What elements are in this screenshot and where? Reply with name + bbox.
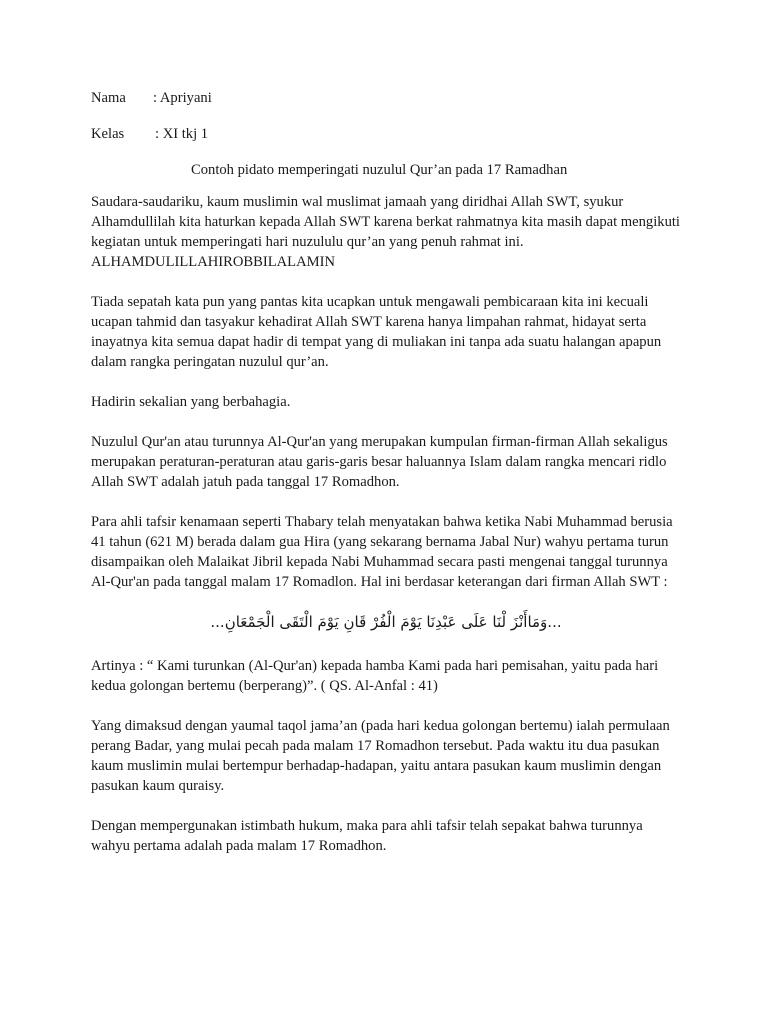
paragraph-badar: Yang dimaksud dengan yaumal taqol jama’an (pada hari kedua golongan bertemu) ialah permulaan perang Badar, yang mulai pecah pada malam 17 Romadhon tersebut. Pada waktu itu dua pasukan kaum muslimin mulai bertempur berhadap-hadapan, yaitu antara pasukan kaum muslimin dengan pasukan kaum quraisy. [91,718,670,794]
paragraph-tafsir: Para ahli tafsir kenamaan seperti Thabary telah menyatakan bahwa ketika Nabi Muhammad berusia 41 tahun (621 M) berada dalam gua Hira (yang sekarang bernama Jabal Nur) wahyu pertama turun disampaikan oleh Malaikat Jibril kepada Nabi Muhammad secara pasti mengenai tanggal turunnya Al-Qur'an pada tanggal malam 17 Romadlon. Hal ini berdasar keterangan dari firman Allah SWT : [91,514,673,590]
paragraph-greeting: Hadirin sekalian yang berbahagia. [91,394,291,410]
kelas-line [91,124,208,144]
paragraph-opening [91,192,681,272]
document-title: Contoh pidato memperingati nuzulul Qur’an pada 17 Ramadhan [191,162,568,178]
paragraph-conclusion: Dengan mempergunakan istimbath hukum, maka para ahli tafsir telah sepakat bahwa turunnya wahyu pertama adalah pada malam 17 Romadhon. [91,818,643,854]
nama-value: : Apriyani [153,90,212,106]
arabic-verse: ...وَمَاأَنْزَ لْنَا عَلَى عَبْدِنَا يَوْمَ الْفُرْ قَانِ يَوْمَ الْتَقَى الْجَمْعَانِ... [210,613,562,631]
paragraph-translation: Artinya : “ Kami turunkan (Al-Qur'an) kepada hamba Kami pada hari pemisahan, yaitu pada hari kedua golongan bertemu (berperang)”. ( QS. Al-Anfal : 41) [91,658,659,694]
nama-line [91,88,212,108]
speech-text [91,192,681,876]
kelas-label: Kelas [91,126,125,142]
paragraph-gratitude: Tiada sepatah kata pun yang pantas kita ucapkan untuk mengawali pembicaraan kita ini kecuali ucapan tahmid dan tasyakur kehadirat Allah SWT karena hanya limpahan rahmat, hidayat serta inayatnya kita semua dapat hadir di tempat yang di muliakan ini tanpa ada suatu halangan apapun dalam rangka peringatan nuzulul qur’an. [91,294,662,370]
opening-exclamation: ALHAMDULILLAHIROBBILALAMIN [91,254,336,270]
paragraph-nuzulul-quran: Nuzulul Qur'an atau turunnya Al-Qur'an yang merupakan kumpulan firman-firman Allah sekaligus merupakan peraturan-peraturan atau garis-garis besar haluannya Islam dalam rangka mencari ridlo Allah SWT adalah jatuh pada tanggal 17 Romadhon. [91,434,668,490]
opening-text: Saudara-saudariku, kaum muslimin wal muslimat jamaah yang diridhai Allah SWT, syukur Alhamdullilah kita haturkan kepada Allah SWT karena berkat rahmatnya kita masih dapat mengikuti kegiatan untuk memperingati hari nuzululu qur’an yang penuh rahmat ini. [91,194,680,250]
nama-label: Nama [91,90,126,106]
kelas-value: : XI tkj 1 [155,126,209,142]
